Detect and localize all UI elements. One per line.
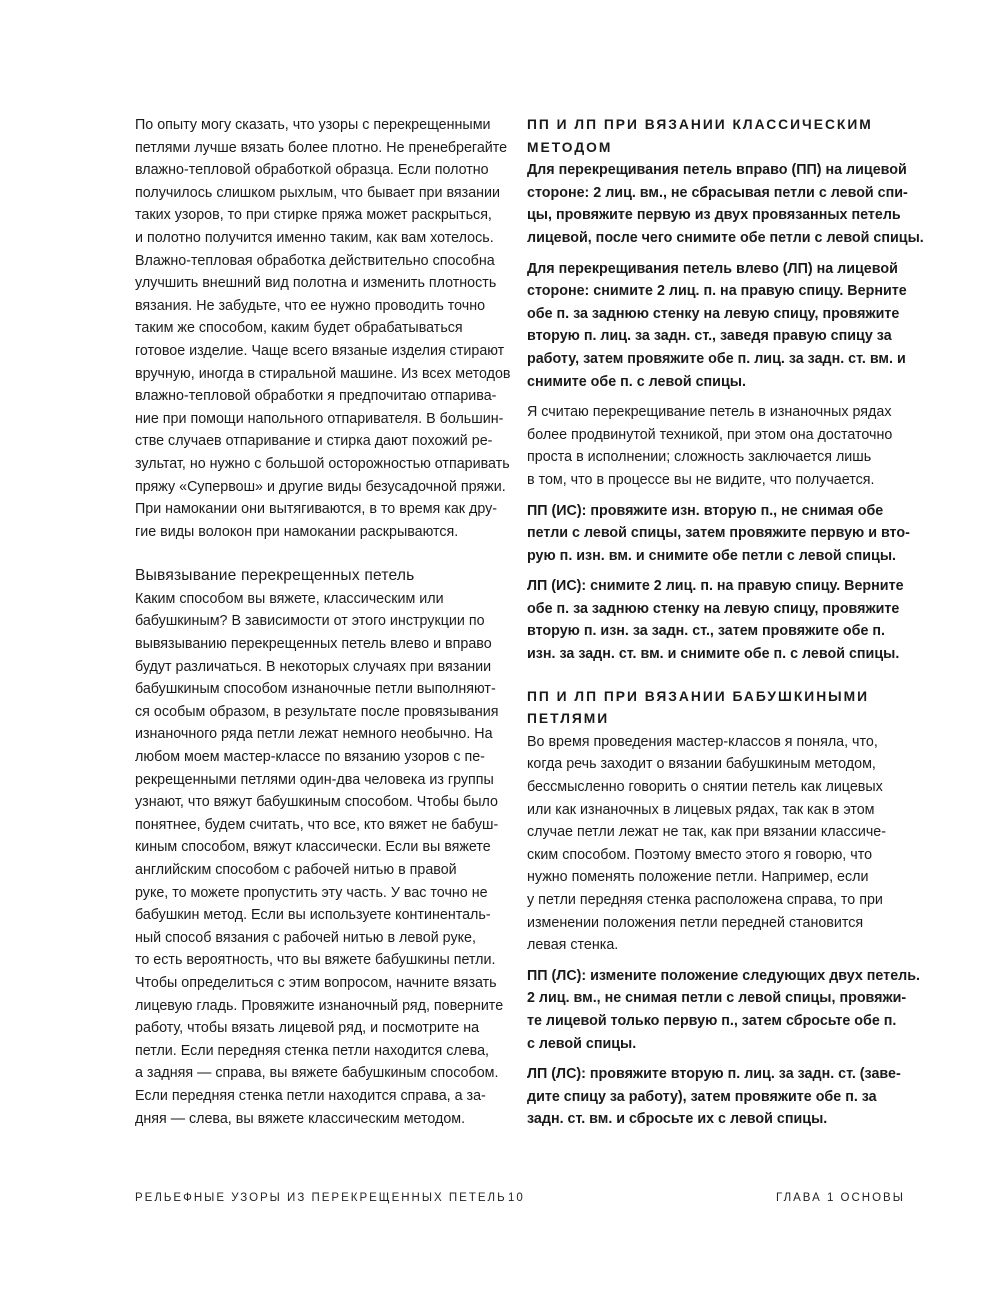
text-line: ЛП (ИС): снимите 2 лиц. п. на правую спицу. Верните (527, 578, 904, 595)
text-line: ный способ вязания с рабочей нитью в левой руке, (135, 929, 476, 946)
text-line: петли. Если передняя стенка петли находится слева, (135, 1042, 490, 1059)
text-line: ПЕТЛЯМИ (527, 711, 610, 727)
text-line: ПП И ЛП ПРИ ВЯЗАНИИ КЛАССИЧЕСКИМ (527, 117, 873, 132)
text-line: вывязыванию перекрещенных петель влево и вправо (135, 636, 492, 653)
text-line: обе п. за заднюю стенку на левую спицу, провяжите (527, 600, 900, 617)
text-line: и полотно получится именно таким, как вам хотелось. (135, 229, 494, 246)
text-line: когда речь заходит о вязании бабушкиным методом, (527, 756, 876, 773)
text-line: получилось слишком рыхлым, что бывает при вязании (135, 184, 501, 201)
text-line: влажно-тепловой обработки я предпочитаю отпарива- (135, 388, 497, 405)
text-line: в том, что в процессе вы не видите, что получается. (527, 471, 875, 488)
text-line: улучшить внешний вид полотна и изменить плотность (135, 275, 497, 292)
text-line: ским способом. Поэтому вместо этого я говорю, что (527, 846, 873, 863)
text-line: более продвинутой техникой, при этом она достаточно (527, 426, 893, 443)
heading-granny-method (527, 686, 902, 731)
text-line: Во время проведения мастер-классов я поняла, что, (527, 733, 878, 750)
text-line: вязания. Не забудьте, что ее нужно проводить точно (135, 297, 486, 314)
text-line: узнают, что вяжут бабушкиным способом. Чтобы было (135, 794, 498, 811)
text-line: ние при помощи напольного отпаривателя. В большин- (135, 410, 504, 427)
text-line: рекрещенными петлями один-два человека из группы (135, 771, 494, 788)
text-line: ся особым образом, в результате после провязывания (135, 703, 499, 720)
text-line: МЕТОДОМ (527, 139, 613, 155)
text-line: стве случаев отпаривание и стирка дают похожий ре- (135, 433, 493, 450)
paragraph-purl-rows (527, 401, 902, 491)
text-line: таких узоров, то при стирке пряжа может раскрыться, (135, 207, 492, 224)
text-line: Чтобы определиться с этим вопросом, начните вязать (135, 974, 497, 991)
text-line: Если передняя стенка петли находится справа, а за- (135, 1087, 486, 1104)
text-line: готовое изделие. Чаще всего вязаные изделия стирают (135, 342, 505, 359)
text-line: Я считаю перекрещивание петель в изнаночных рядах (527, 404, 892, 421)
instruction-left-cross-ws (527, 575, 902, 665)
text-line: проста в исполнении; сложность заключается лишь (527, 449, 872, 466)
paragraph-knitting-style (135, 588, 515, 1130)
text-line: изменении положения петли передней становится (527, 914, 864, 931)
text-line: Влажно-тепловая обработка действительно способна (135, 252, 495, 269)
text-line: ПП (ИС): провяжите изн. вторую п., не снимая обе (527, 502, 884, 519)
text-line: лицевой, после чего снимите обе петли с левой спицы. (527, 229, 924, 246)
instruction-right-cross-ws (527, 500, 910, 568)
text-line: изн. за задн. ст. вм. и снимите обе п. с левой спицы. (527, 646, 900, 663)
instruction-left-cross-granny (527, 1063, 902, 1131)
instruction-right-cross-rs (527, 159, 924, 249)
text-line: левая стенка. (527, 937, 619, 954)
footer-book-title: РЕЛЬЕФНЫЕ УЗОРЫ ИЗ ПЕРЕКРЕЩЕННЫХ ПЕТЕЛЬ (135, 1192, 507, 1204)
text-line: нужно поменять положение петли. Например, если (527, 869, 869, 886)
text-line: ЛП (ЛС): провяжите вторую п. лиц. за задн. ст. (заве- (527, 1066, 901, 1083)
text-line: задн. ст. вм. и сбросьте их с левой спицы. (527, 1111, 828, 1128)
text-line: бабушкин метод. Если вы используете континенталь- (135, 907, 491, 924)
text-line: дите спицу за работу), затем провяжите обе п. за (527, 1088, 877, 1105)
text-line: а задняя — справа, вы вяжете бабушкиным способом. (135, 1065, 499, 1082)
text-line: стороне: снимите 2 лиц. п. на правую спицу. Верните (527, 283, 907, 300)
text-line: По опыту могу сказать, что узоры с перекрещенными (135, 117, 491, 133)
text-line: петлями лучше вязать более плотно. Не пренебрегайте (135, 139, 508, 156)
text-line: с левой спицы. (527, 1035, 637, 1052)
text-line: любом моем мастер-классе по вязанию узоров с пе- (135, 749, 485, 766)
text-line: дняя — слева, вы вяжете классическим методом. (135, 1110, 466, 1127)
text-line: цы, провяжите первую из двух провязанных петель (527, 207, 901, 224)
text-line: те лицевой только первую п., затем сбросьте обе п. (527, 1012, 897, 1029)
heading-classic-method (527, 114, 902, 159)
text-line: стороне: 2 лиц. вм., не сбрасывая петли с левой спи- (527, 184, 908, 201)
text-line: бессмысленно говорить о снятии петель как лицевых (527, 779, 883, 796)
section-heading-crossed-stitches: Вывязывание перекрещенных петель (135, 567, 415, 585)
text-line: ПП И ЛП ПРИ ВЯЗАНИИ БАБУШКИНЫМИ (527, 688, 870, 704)
text-line: английским способом с рабочей нитью в правой (135, 862, 457, 878)
text-line: вторую п. лиц. за задн. ст., заведя правую спицу за (527, 328, 892, 345)
footer-chapter: ГЛАВА 1 ОСНОВЫ (776, 1192, 905, 1204)
text-line: зультат, но нужно с большой осторожностью отпаривать (135, 455, 510, 472)
text-line: или как изнаночных в лицевых рядах, так как в этом (527, 801, 875, 818)
text-line: При намокании они вытягиваются, в то время как дру- (135, 501, 498, 518)
paragraph-granny-method (527, 731, 902, 957)
text-line: 2 лиц. вм., не снимая петли с левой спицы, провяжи- (527, 990, 907, 1007)
text-line: работу, затем провяжите обе п. лиц. за задн. ст. вм. и (527, 350, 906, 367)
text-line: гие виды волокон при намокании раскрываются. (135, 523, 459, 540)
text-line: то есть вероятность, что вы вяжете бабушкины петли. (135, 952, 496, 969)
text-line: петли с левой спицы, затем провяжите первую и вто- (527, 525, 910, 542)
text-line: случае петли лежат не так, как при вязании классиче- (527, 824, 886, 841)
left-column (135, 114, 515, 1130)
page-number: 10 (508, 1192, 525, 1204)
instruction-right-cross-granny (527, 965, 920, 1055)
instruction-left-cross-rs (527, 258, 907, 394)
text-line: понятнее, будем считать, что все, кто вяжет не бабуш- (135, 816, 499, 833)
text-line: ПП (ЛС): измените положение следующих двух петель. (527, 967, 920, 984)
text-line: пряжу «Супервош» и другие виды безусадочной пряжи. (135, 478, 506, 495)
paragraph-ironing (135, 114, 515, 543)
text-line: руке, то можете пропустить эту часть. У вас точно не (135, 884, 488, 901)
text-line: изнаночного ряда петли лежат немного необычно. На (135, 726, 493, 743)
text-line: влажно-тепловой обработкой образца. Если полотно (135, 162, 489, 179)
text-line: снимите обе п. с левой спицы. (527, 373, 746, 390)
text-line: киным способом, вяжут классически. Если вы вяжете (135, 839, 491, 856)
text-line: будут различаться. В некоторых случаях при вязании (135, 658, 492, 675)
text-line: бабушкиным способом изнаночные петли выполняют- (135, 681, 496, 698)
text-line: бабушкиным? В зависимости от этого инструкции по (135, 613, 485, 630)
text-line: лицевую гладь. Провяжите изнаночный ряд, поверните (135, 997, 504, 1014)
text-line: обе п. за заднюю стенку на левую спицу, провяжите (527, 305, 900, 322)
text-line: работу, чтобы вязать лицевой ряд, и посмотрите на (135, 1020, 480, 1037)
right-column (527, 114, 924, 1131)
text-line: Для перекрещивания петель влево (ЛП) на лицевой (527, 260, 898, 277)
text-line: таким же способом, каким будет обрабатываться (135, 320, 463, 337)
text-line: Каким способом вы вяжете, классическим или (135, 590, 444, 607)
text-line: Для перекрещивания петель вправо (ПП) на лицевой (527, 162, 907, 179)
text-line: вторую п. изн. за задн. ст., затем провяжите обе п. (527, 623, 886, 640)
text-line: вручную, иногда в стиральной машине. Из всех методов (135, 365, 511, 382)
text-line: у петли передняя стенка расположена справа, то при (527, 892, 883, 908)
text-line: рую п. изн. вм. и снимите обе петли с левой спицы. (527, 547, 897, 564)
